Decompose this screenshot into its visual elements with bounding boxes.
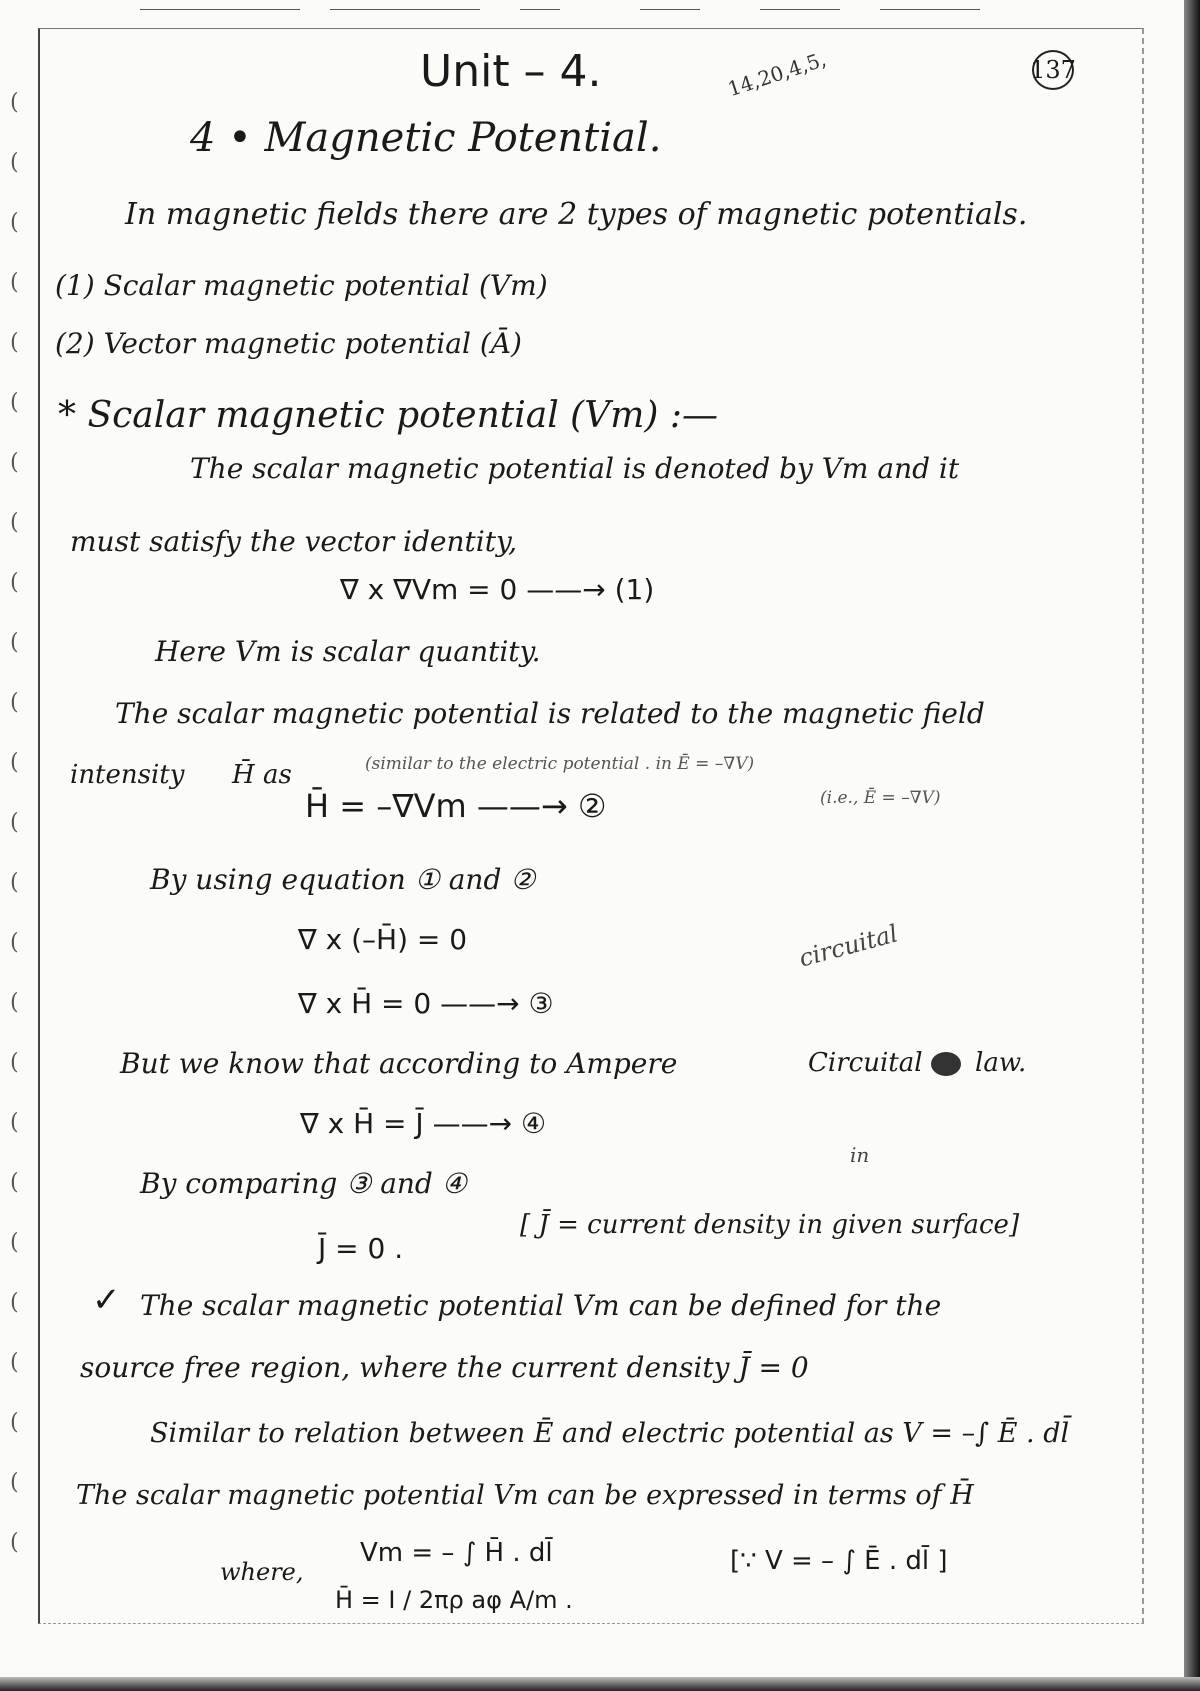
equation-3a: ∇ x (–H̄) = 0 <box>298 923 468 956</box>
pencil-aside-ie: (i.e., Ē = –∇V) <box>820 788 941 808</box>
page-title: Unit – 4. <box>420 46 602 97</box>
paragraph-9: The scalar magnetic potential Vm can be expressed in terms of H̄ <box>76 1480 974 1511</box>
equation-5: J̄ = 0 . <box>318 1232 404 1265</box>
equation-1: ∇ x ∇Vm = 0 ——→ (1) <box>340 573 655 606</box>
paragraph-5-circuital-word: Circuital <box>808 1048 923 1078</box>
check-mark-icon: ✓ <box>92 1280 121 1320</box>
where-label: where, <box>220 1558 304 1586</box>
paragraph-2: Here Vm is scalar quantity. <box>155 635 541 668</box>
section-heading: 4 • Magnetic Potential. <box>190 115 662 161</box>
annotation-in: in <box>850 1143 870 1167</box>
equation-6: Vm = – ∫ H̄ . dl̄ <box>360 1538 553 1568</box>
pencil-aside-similar: (similar to the electric potential . in Ē = –∇V) <box>365 754 755 774</box>
page-number-badge: 137 <box>1032 50 1074 90</box>
equation-4: ∇ x H̄ = J̄ ——→ ④ <box>300 1107 547 1140</box>
page-border <box>38 28 1144 1624</box>
subheading-scalar-potential: * Scalar magnetic potential (Vm) :— <box>58 395 718 436</box>
paragraph-4: By using equation ① and ② <box>150 863 536 896</box>
paragraph-7-line-1: The scalar magnetic potential Vm can be defined for the <box>140 1289 942 1322</box>
scan-edge-shadow <box>1184 0 1200 1691</box>
spiral-binding: ( ( ( ( ( ( ( ( ( ( ( ( ( ( ( ( ( ( ( ( ( ( ( ( ( <box>10 90 19 1555</box>
paragraph-3-intensity: intensity <box>70 760 185 790</box>
annotation-circuital: circuital <box>796 919 901 973</box>
paragraph-3-h-as: H̄ as <box>232 760 292 790</box>
margin-note: 14,20,4,5, <box>724 46 829 102</box>
scan-bottom-shadow <box>0 1677 1200 1691</box>
intro-text: In magnetic fields there are 2 types of magnetic potentials. <box>125 197 1028 232</box>
top-edge-lines <box>0 0 1200 14</box>
paragraph-3-line-1: The scalar magnetic potential is related to the magnetic field <box>115 697 985 730</box>
paragraph-5-law: law. <box>975 1048 1027 1078</box>
paragraph-5-circuital <box>808 1050 961 1076</box>
paragraph-6: By comparing ③ and ④ <box>140 1167 467 1200</box>
equation-2: H̄ = –∇Vm ——→ ② <box>305 787 607 825</box>
paragraph-5-ampere: But we know that according to Ampere <box>120 1047 678 1080</box>
equation-5-note: [ J̄ = current density in given surface] <box>520 1210 1020 1240</box>
paragraph-8: Similar to relation between Ē and electric potential as V = –∫ Ē . dl̄ <box>150 1418 1070 1449</box>
list-item-scalar: (1) Scalar magnetic potential (Vm) <box>55 269 548 302</box>
equation-6-note: [∵ V = – ∫ Ē . dl̄ ] <box>730 1546 948 1576</box>
paragraph-1-line-1: The scalar magnetic potential is denoted by Vm and it <box>190 452 960 485</box>
paragraph-7-line-2: source free region, where the current density J̄ = 0 <box>80 1351 809 1384</box>
equation-3b: ∇ x H̄ = 0 ——→ ③ <box>298 987 554 1020</box>
paragraph-1-line-2: must satisfy the vector identity, <box>70 525 517 558</box>
ink-blot-icon <box>931 1052 961 1076</box>
list-item-vector: (2) Vector magnetic potential (Ā) <box>55 327 522 360</box>
equation-7: H̄ = I / 2πρ aφ A/m . <box>335 1586 573 1614</box>
